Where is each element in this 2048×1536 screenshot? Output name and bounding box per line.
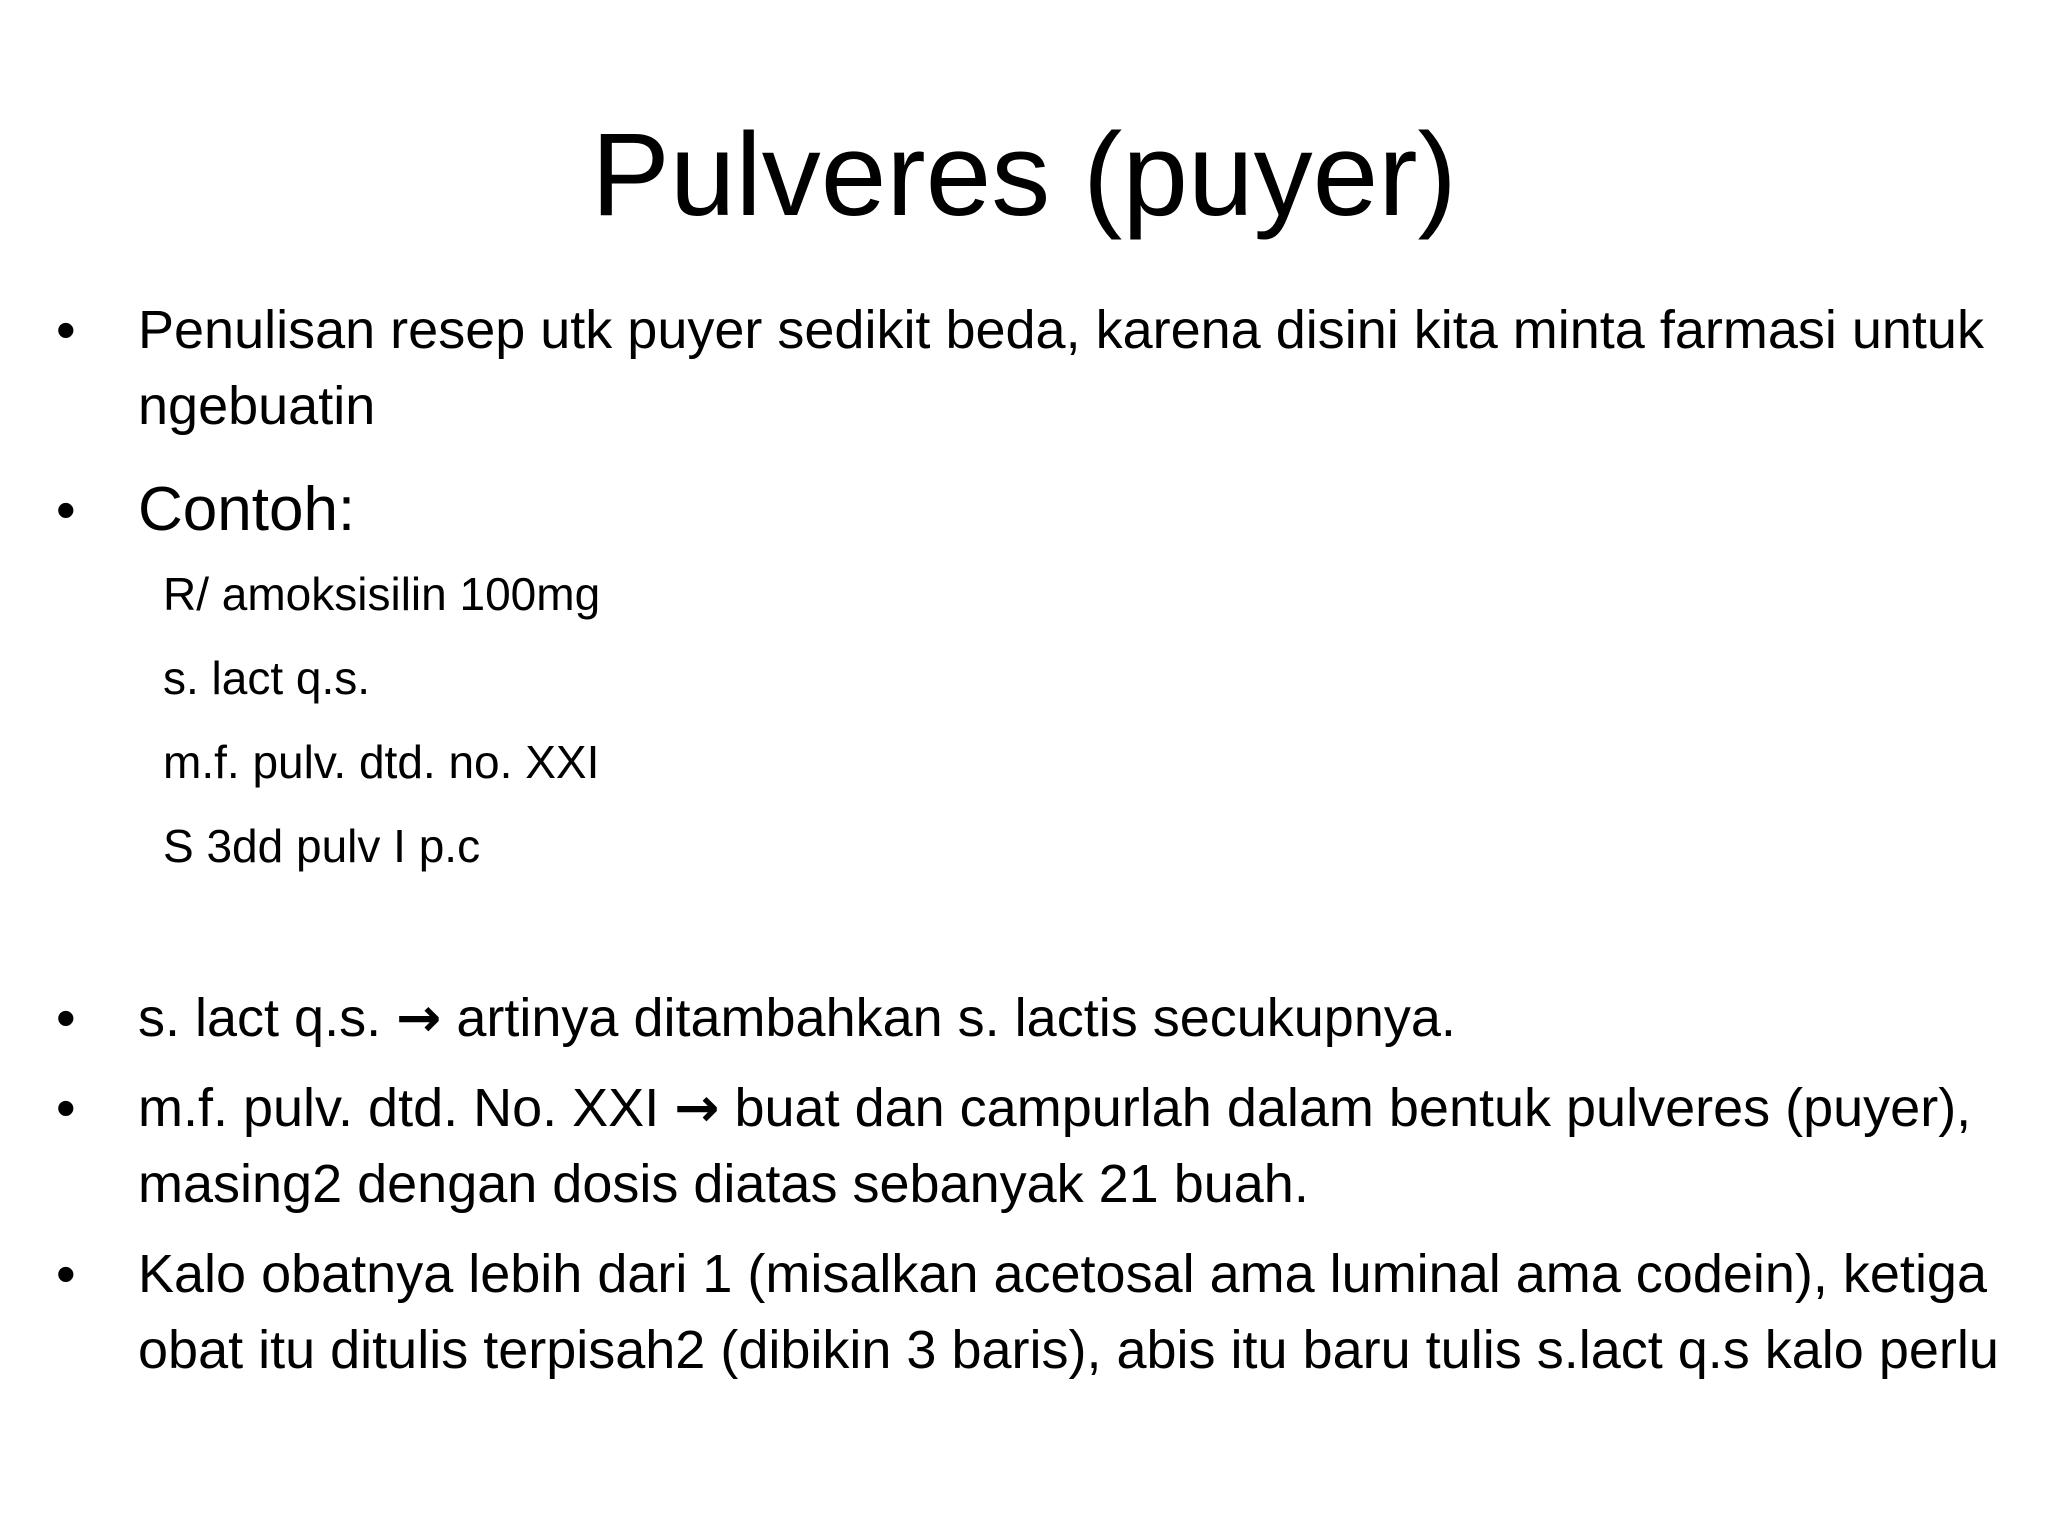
arrow-right-icon: → [674,1076,720,1139]
bullet-icon: • [56,478,76,541]
prescription-line-2: s. lact q.s. [163,652,371,704]
slide-title: Pulveres (puyer) [591,109,1457,241]
prescription-line-3: m.f. pulv. dtd. no. XXI [163,736,600,788]
bullet-text-3 [138,980,2018,1056]
bullet-text-4 [138,1070,2018,1222]
arrow-right-icon: → [396,986,442,1049]
bullet-text-5: Kalo obatnya lebih dari 1 (misalkan acetosal ama luminal ama codein), ketiga obat itu ditulis terpisah2 (dibikin 3 baris), abis itu baru tulis s.lact q.s kalo perlu [138,1244,1999,1380]
prescription-line-1: R/ amoksisilin 100mg [163,568,601,620]
bullet-icon: • [56,1076,76,1139]
bullet-term: s. lact q.s. [138,988,382,1048]
bullet-explanation: artinya ditambahkan s. lactis secukupnya. [456,988,1456,1048]
bullet-term: m.f. pulv. dtd. No. XXI [138,1078,660,1138]
bullet-text-2: Contoh: [138,475,356,544]
bullet-icon: • [56,1242,76,1305]
prescription-line-4: S 3dd pulv I p.c [163,820,481,872]
bullet-icon: • [56,986,76,1049]
bullet-icon: • [56,298,76,361]
bullet-text-1: Penulisan resep utk puyer sedikit beda, karena disini kita minta farmasi untuk ngebuatin [138,300,1984,436]
bullet-explanation: buat dan campurlah dalam bentuk pulveres (puyer), masing2 dengan dosis diatas sebanyak 21 buah. [138,1078,1972,1214]
